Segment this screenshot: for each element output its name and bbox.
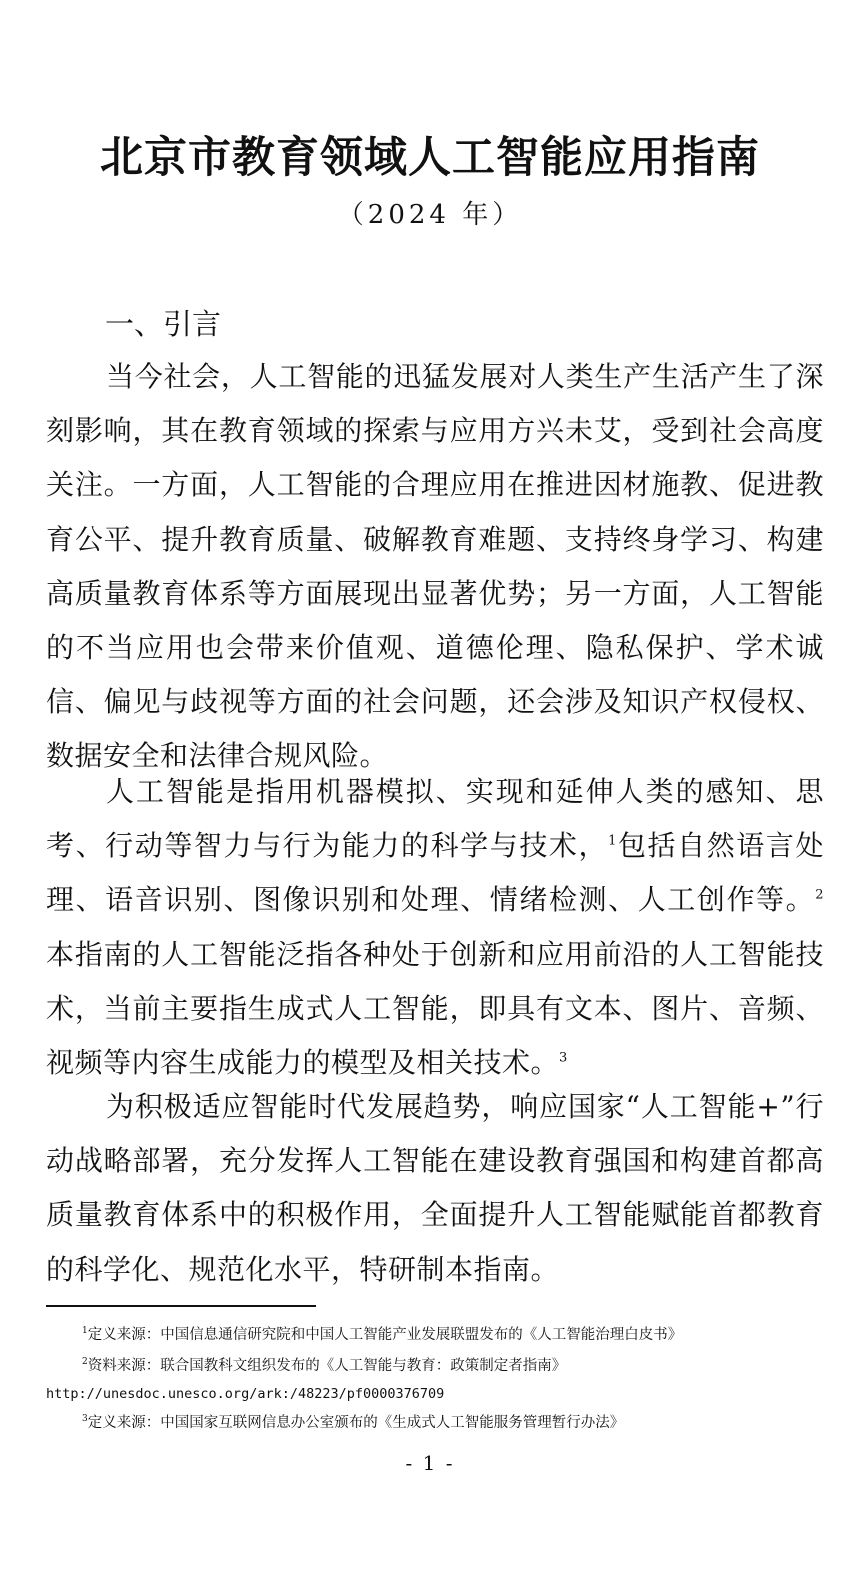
footnote-separator — [46, 1305, 316, 1307]
footnote-2-text: 资料来源：联合国教科文组织发布的《人工智能与教育：政策制定者指南》 — [87, 1358, 567, 1374]
footnote-ref-3: 3 — [559, 1050, 568, 1066]
paragraph-definition — [46, 765, 824, 1090]
paragraph-introduction: 当今社会，人工智能的迅猛发展对人类生产生活产生了深刻影响，其在教育领域的探索与应用方兴未艾，受到社会高度关注。一方面，人工智能的合理应用在推进因材施教、促进教育公平、提升教育质量、破解教育难题、支持终身学习、构建高质量教育体系等方面展现出显著优势；另一方面，人工智能的不当应用也会带来价值观、道德伦理、隐私保护、学术诚信、偏见与歧视等方面的社会问题，还会涉及知识产权侵权、数据安全和法律合规风险。 — [46, 360, 824, 773]
footnote-1-text: 定义来源：中国信息通信研究院和中国人工智能产业发展联盟发布的《人工智能治理白皮书》 — [87, 1327, 683, 1343]
footnote-2 — [82, 1356, 566, 1376]
footnote-3-mark: 3 — [82, 1414, 88, 1425]
footnote-3 — [82, 1413, 624, 1433]
paragraph-purpose: 为积极适应智能时代发展趋势，响应国家“人工智能+”行动战略部署，充分发挥人工智能在建设教育强国和构建首都高质量教育体系中的积极作用，全面提升人工智能赋能首都教育的科学化、规范化水平，特研制本指南。 — [46, 1090, 824, 1286]
document-subtitle: （2024 年） — [337, 200, 523, 230]
page-number: - 1 - — [405, 1451, 455, 1475]
footnote-2-url[interactable]: http://unesdoc.unesco.org/ark:/48223/pf0000376709 — [46, 1386, 445, 1402]
footnote-2-mark: 2 — [82, 1357, 88, 1368]
document-title: 北京市教育领域人工智能应用指南 — [100, 133, 760, 183]
footnote-ref-1: 1 — [608, 833, 617, 849]
footnote-ref-2: 2 — [815, 888, 824, 904]
paragraph-definition-part1: 人工智能是指用机器模拟、实现和延伸人类的感知、思考、行动等智力与行为能力的科学与技术， — [46, 775, 824, 863]
footnote-1 — [82, 1325, 682, 1345]
paragraph-definition-part2: 包括自然语言处理、语音识别、图像识别和处理、情绪检测、人工创作等。 — [46, 829, 824, 917]
paragraph-definition-part3: 本指南的人工智能泛指各种处于创新和应用前沿的人工智能技术，当前主要指生成式人工智能，即具有文本、图片、音频、视频等内容生成能力的模型及相关技术。 — [46, 937, 824, 1080]
footnote-1-mark: 1 — [82, 1326, 88, 1337]
footnote-3-text: 定义来源：中国国家互联网信息办公室颁布的《生成式人工智能服务管理暂行办法》 — [87, 1415, 625, 1431]
section-heading: 一、引言 — [105, 307, 222, 341]
